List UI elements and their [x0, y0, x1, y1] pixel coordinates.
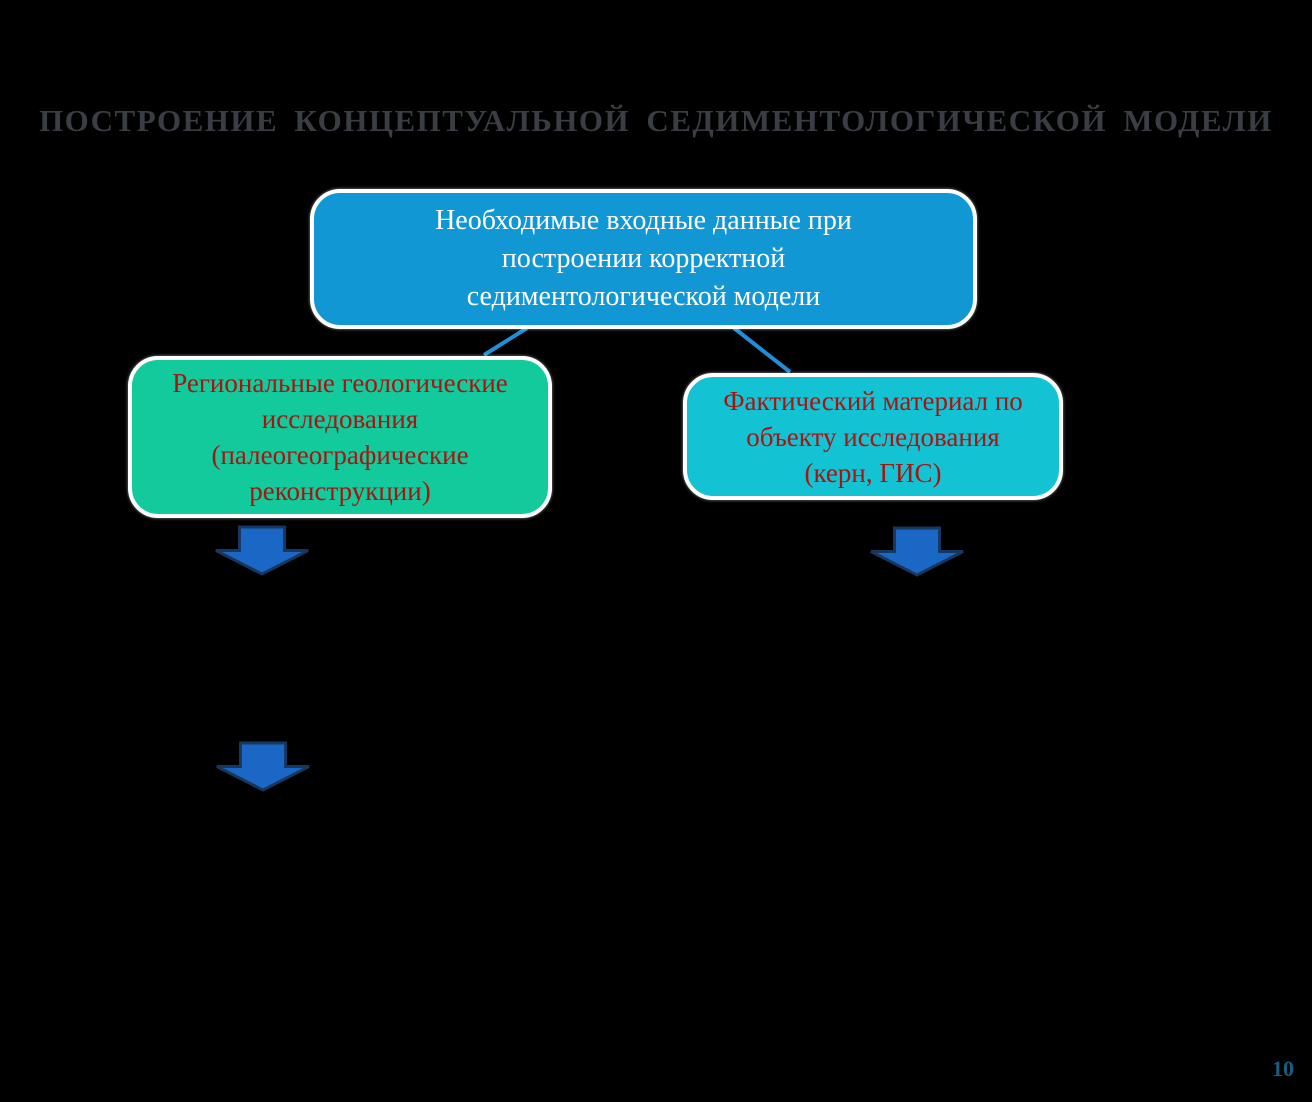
- top-box: [310, 189, 977, 329]
- left-box-line: исследования: [261, 404, 419, 434]
- down-arrow-icon: [213, 525, 311, 577]
- right-box: [683, 373, 1063, 500]
- left-box-line: реконструкции): [249, 476, 431, 506]
- page-number: 10: [1272, 1056, 1294, 1081]
- left-box-line: (палеогеографические: [211, 440, 469, 470]
- slide-title: ПОСТРОЕНИЕ КОНЦЕПТУАЛЬНОЙ СЕДИМЕНТОЛОГИЧЕСКОЙ МОДЕЛИ: [39, 103, 1273, 138]
- down-arrow-icon: [868, 526, 966, 578]
- left-box: [128, 356, 552, 518]
- right-box-line: объекту исследования: [746, 421, 1000, 452]
- right-box-line: Фактический материал по: [723, 385, 1023, 416]
- top-box-line: Необходимые входные данные при: [435, 205, 852, 236]
- down-arrow-icon: [214, 741, 312, 793]
- connector-right-line: [734, 328, 790, 372]
- connector-left-line: [484, 328, 527, 355]
- left-box-line: Региональные геологические: [172, 368, 508, 398]
- top-box-line: седиментологической модели: [466, 281, 821, 312]
- top-box-line: построении корректной: [501, 243, 786, 274]
- right-box-line: (керн, ГИС): [804, 457, 942, 488]
